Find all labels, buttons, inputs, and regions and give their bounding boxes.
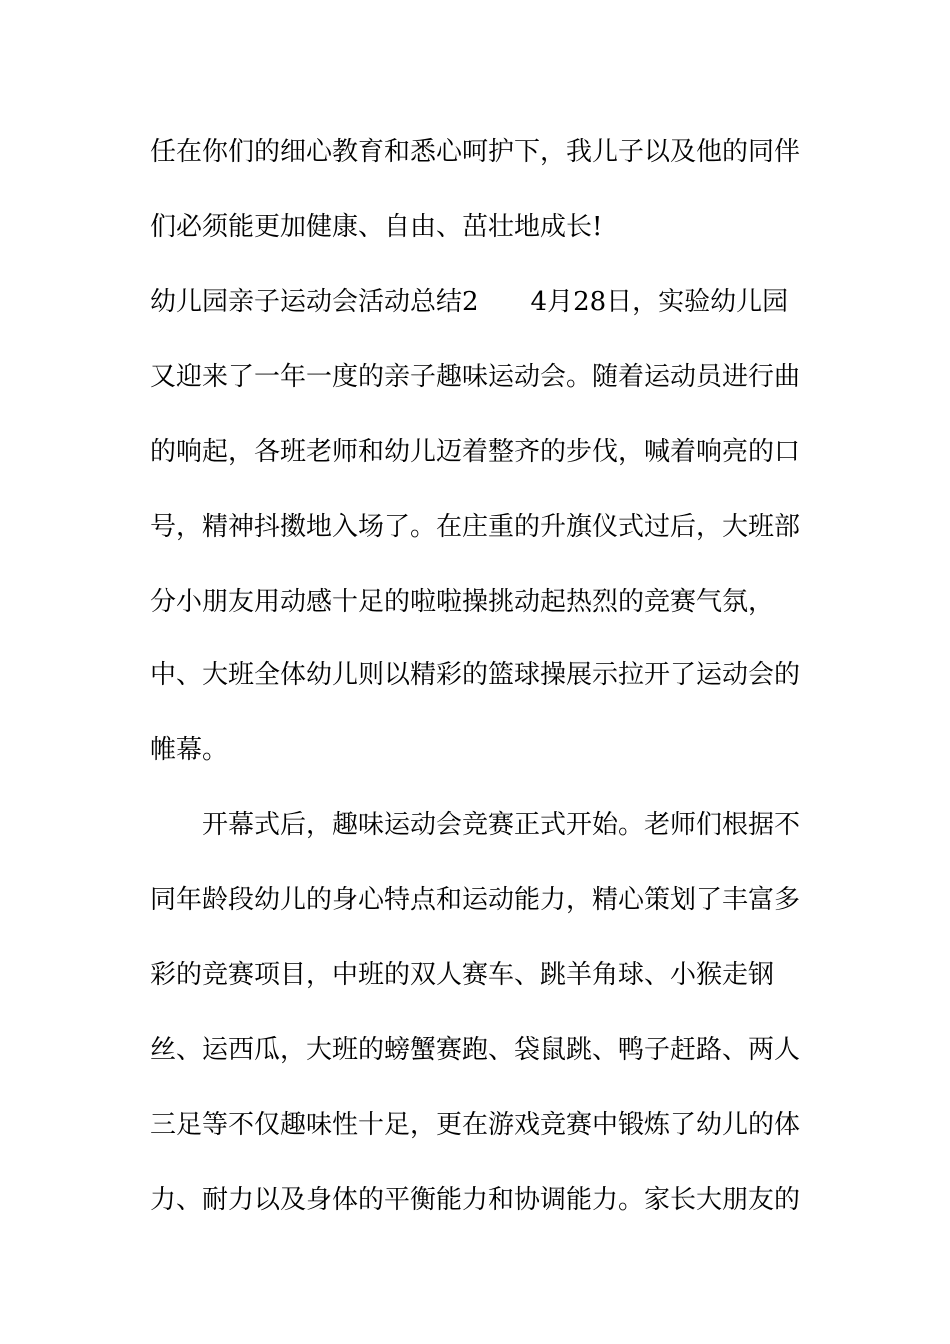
text-line: 三足等不仅趣味性十足，更在游戏竞赛中锻炼了幼儿的体 xyxy=(150,1110,801,1140)
text-line: 号，精神抖擞地入场了。在庄重的升旗仪式过后，大班部 xyxy=(150,512,801,542)
paragraph-start-line: 开幕式后，趣味运动会竞赛正式开始。老师们根据不 xyxy=(202,810,801,840)
text-line: 帷幕。 xyxy=(150,735,229,765)
text-line: 丝、运西瓜，大班的螃蟹赛跑、袋鼠跳、鸭子赶路、两人 xyxy=(150,1035,801,1065)
text-line: 中、大班全体幼儿则以精彩的篮球操展示拉开了运动会的 xyxy=(150,660,801,690)
text-line: 的响起，各班老师和幼儿迈着整齐的步伐，喊着响亮的口 xyxy=(150,437,801,467)
section-title: 幼儿园亲子运动会活动总结2 xyxy=(150,287,479,317)
text-line: 分小朋友用动感十足的啦啦操挑动起热烈的竞赛气氛， xyxy=(150,587,775,617)
text-span: 4月28日，实验幼儿园 xyxy=(530,287,789,317)
text-line: 力、耐力以及身体的平衡能力和协调能力。家长大朋友的 xyxy=(150,1185,801,1215)
text-line: 同年龄段幼儿的身心特点和运动能力，精心策划了丰富多 xyxy=(150,885,801,915)
text-line: 任在你们的细心教育和悉心呵护下，我儿子以及他的同伴 xyxy=(150,137,801,167)
text-line: 彩的竞赛项目，中班的双人赛车、跳羊角球、小猴走钢 xyxy=(150,960,775,990)
text-line: 又迎来了一年一度的亲子趣味运动会。随着运动员进行曲 xyxy=(150,362,801,392)
text-line xyxy=(150,282,810,322)
text-line: 们必须能更加健康、自由、茁壮地成长! xyxy=(150,212,603,242)
